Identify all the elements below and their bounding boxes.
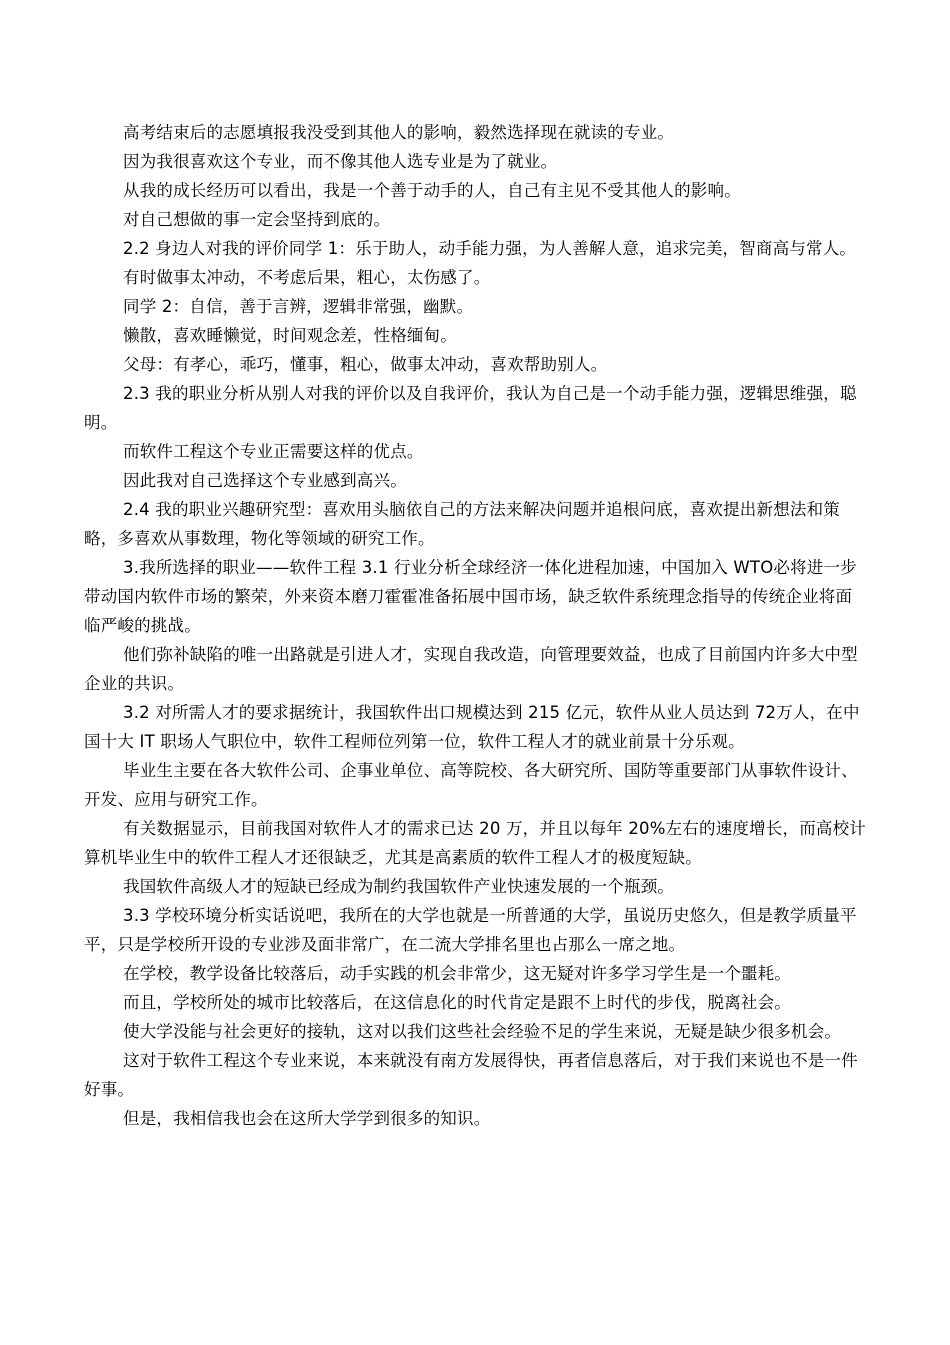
paragraph-23: 使大学没能与社会更好的接轨，这对以我们这些社会经验不足的学生来说，无疑是缺少很多机会。 <box>123 1022 842 1041</box>
paragraph-10: 2.3 我的职业分析从别人对我的评价以及自我评价，我认为自己是一个动手能力强，逻辑思维强，聪明。 <box>84 384 857 432</box>
paragraph-7: 同学 2：自信，善于言辨，逻辑非常强，幽默。 <box>123 297 474 316</box>
paragraph-9: 父母：有孝心，乖巧，懂事，粗心，做事太冲动，喜欢帮助别人。 <box>123 355 608 374</box>
paragraph-20: 3.3 学校环境分析实话说吧，我所在的大学也就是一所普通的大学，虽说历史悠久，但是教学质量平平，只是学校所开设的专业涉及面非常广，在二流大学排名里也占那么一席之地。 <box>84 906 857 954</box>
paragraph-11: 而软件工程这个专业正需要这样的优点。 <box>123 442 424 461</box>
paragraph-16: 3.2 对所需人才的要求据统计，我国软件出口规模达到 215 亿元，软件从业人员达到 72万人，在中国十大 IT 职场人气职位中，软件工程师位列第一位，软件工程人才的就业前景十分乐观。 <box>84 703 860 751</box>
paragraph-3: 从我的成长经历可以看出，我是一个善于动手的人，自己有主见不受其他人的影响。 <box>123 181 741 200</box>
paragraph-18: 有关数据显示，目前我国对软件人才的需求已达 20 万，并且以每年 20%左右的速度增长，而高校计算机毕业生中的软件工程人才还很缺乏，尤其是高素质的软件工程人才的极度短缺。 <box>84 819 867 867</box>
paragraph-8: 懒散，喜欢睡懒觉，时间观念差，性格缅甸。 <box>123 326 457 345</box>
paragraph-22: 而且，学校所处的城市比较落后，在这信息化的时代肯定是跟不上时代的步伐，脱离社会。 <box>123 993 791 1012</box>
paragraph-21: 在学校，教学设备比较落后，动手实践的机会非常少，这无疑对许多学习学生是一个噩耗。 <box>123 964 791 983</box>
paragraph-15: 他们弥补缺陷的唯一出路就是引进人才，实现自我改造，向管理要效益，也成了目前国内许多大中型企业的共识。 <box>84 645 858 693</box>
document-page <box>84 118 868 1133</box>
paragraph-1: 高考结束后的志愿填报我没受到其他人的影响，毅然选择现在就读的专业。 <box>123 123 675 142</box>
paragraph-2: 因为我很喜欢这个专业，而不像其他人选专业是为了就业。 <box>123 152 558 171</box>
paragraph-17: 毕业生主要在各大软件公司、企事业单位、高等院校、各大研究所、国防等重要部门从事软件设计、开发、应用与研究工作。 <box>84 761 858 809</box>
paragraph-19: 我国软件高级人才的短缺已经成为制约我国软件产业快速发展的一个瓶颈。 <box>123 877 675 896</box>
paragraph-5: 2.2 身边人对我的评价同学 1：乐于助人，动手能力强，为人善解人意，追求完美，智商高与常人。 <box>123 239 857 258</box>
paragraph-13: 2.4 我的职业兴趣研究型：喜欢用头脑依自己的方法来解决问题并追根问底，喜欢提出新想法和策略，多喜欢从事数理，物化等领域的研究工作。 <box>84 500 840 548</box>
paragraph-12: 因此我对自己选择这个专业感到高兴。 <box>123 471 407 490</box>
paragraph-14: 3.我所选择的职业——软件工程 3.1 行业分析全球经济一体化进程加速，中国加入 WTO必将进一步带动国内软件市场的繁荣，外来资本磨刀霍霍准备拓展中国市场，缺乏软件系统理念指导的传统企业将面临严峻的挑战。 <box>84 558 857 635</box>
paragraph-4: 对自己想做的事一定会坚持到底的。 <box>123 210 391 229</box>
paragraph-24: 这对于软件工程这个专业来说，本来就没有南方发展得快，再者信息落后，对于我们来说也不是一件好事。 <box>84 1051 858 1099</box>
paragraph-6: 有时做事太冲动，不考虑后果，粗心，太伤感了。 <box>123 268 491 287</box>
paragraph-25: 但是，我相信我也会在这所大学学到很多的知识。 <box>123 1109 491 1128</box>
